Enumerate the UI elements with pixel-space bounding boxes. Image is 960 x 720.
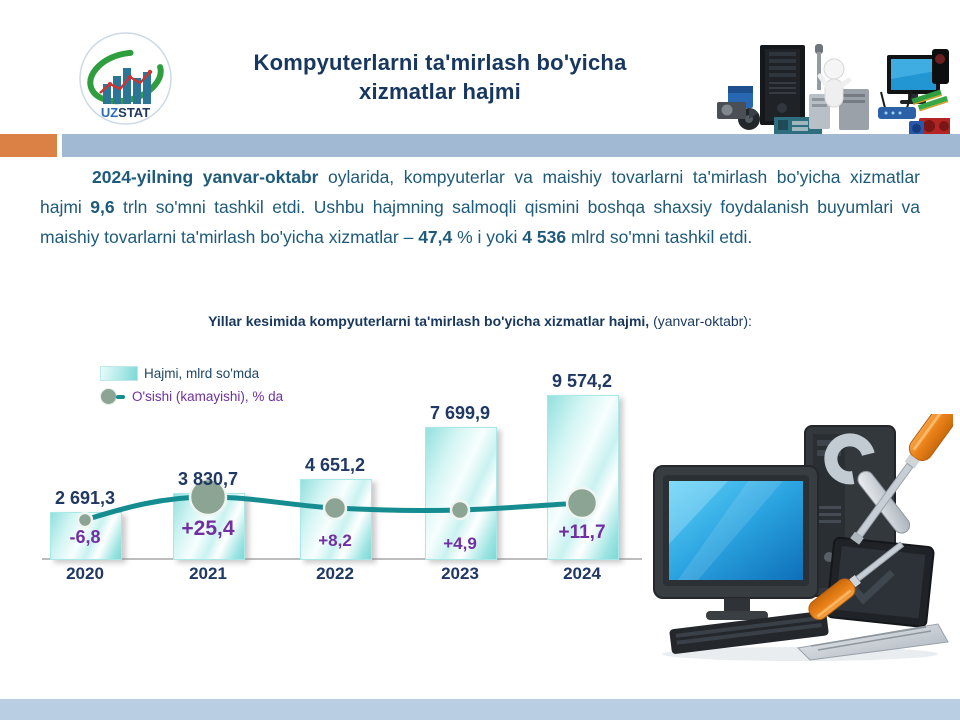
year-label-2021: 2021 <box>189 564 227 583</box>
value-label-2024: 9 574,2 <box>551 371 613 391</box>
growth-label-2020: -6,8 <box>69 527 101 547</box>
value-label-2020: 2 691,3 <box>54 488 116 508</box>
growth-point-2022 <box>324 497 346 519</box>
intro-segment: trln so'mni tashkil etdi. Ushbu hajmning salmoqli qismini boshqa shaxsiy foydalanish buyumlari va maishiy tovarlarni ta'mirlash bo'yicha xizmatlar – <box>40 197 920 247</box>
legend-item-growth <box>100 388 283 405</box>
legend-item-volume <box>100 366 283 381</box>
bottom-bar <box>0 699 960 720</box>
hardware-collage-illustration <box>716 42 950 138</box>
year-label-2024: 2024 <box>563 564 601 583</box>
collage-hdd-platter <box>722 105 733 116</box>
growth-label-2023: +4,9 <box>443 533 477 553</box>
year-label-2023: 2023 <box>441 564 479 583</box>
collage-cpu-box-top <box>728 86 753 93</box>
page-title <box>180 48 700 106</box>
growth-label-2021: +25,4 <box>181 516 235 540</box>
intro-segment: mlrd so'mni tashkil etdi. <box>566 227 753 247</box>
legend-marker-growth <box>100 388 126 405</box>
chart-title-bold: Yillar kesimida kompyuterlarni ta'mirlash bo'yicha xizmatlar hajmi, <box>208 313 650 329</box>
value-label-2023: 7 699,9 <box>429 403 491 423</box>
logo-text: UZSTAT <box>100 105 151 120</box>
legend-swatch-volume <box>100 366 138 381</box>
intro-segment: 47,4 <box>418 227 453 247</box>
uzstat-logo <box>79 32 172 125</box>
intro-segment: % i yoki <box>452 227 523 247</box>
chart <box>42 352 642 592</box>
chart-legend <box>100 366 283 405</box>
legend-label-growth: O'sishi (kamayishi), % da <box>132 389 284 404</box>
collage-pc-tower-icon <box>760 45 805 125</box>
repair-monitor-icon <box>654 466 818 620</box>
collage-external-drive-icon <box>932 49 949 84</box>
growth-label-2024: +11,7 <box>558 521 606 543</box>
computer-repair-illustration <box>648 414 953 662</box>
collage-blue-fan-hub <box>912 124 921 133</box>
chart-title-tail: (yanvar-oktabr): <box>649 313 752 329</box>
intro-segment: 2024-yilning yanvar-oktabr <box>92 167 319 187</box>
page-title-line1: Kompyuterlarni ta'mirlash bo'yicha <box>253 50 627 75</box>
legend-label-volume: Hajmi, mlrd so'mda <box>144 366 260 381</box>
collage-router-icon <box>878 90 916 119</box>
growth-point-2020 <box>78 513 92 527</box>
page-title-line2: xizmatlar hajmi <box>359 79 521 104</box>
collage-repairman-figure-icon <box>809 44 869 130</box>
intro-segment: 9,6 <box>90 197 115 217</box>
intro-segment: oylarida, kompyuterlar va maishiy tovarlarni ta'mirlash bo'yicha xizmatlar hajmi <box>40 167 921 217</box>
growth-label-2022: +8,2 <box>318 530 352 550</box>
value-label-2022: 4 651,2 <box>304 455 366 475</box>
year-label-2020: 2020 <box>66 564 104 583</box>
intro-segment: 4 536 <box>522 227 567 247</box>
value-label-2021: 3 830,7 <box>177 469 239 489</box>
growth-point-2024 <box>567 488 597 518</box>
chart-title <box>30 313 930 329</box>
growth-point-2023 <box>451 501 469 519</box>
year-label-2022: 2022 <box>316 564 354 583</box>
accent-bar-orange <box>0 134 57 157</box>
header-divider-bar <box>62 134 960 157</box>
intro-paragraph <box>40 162 920 252</box>
